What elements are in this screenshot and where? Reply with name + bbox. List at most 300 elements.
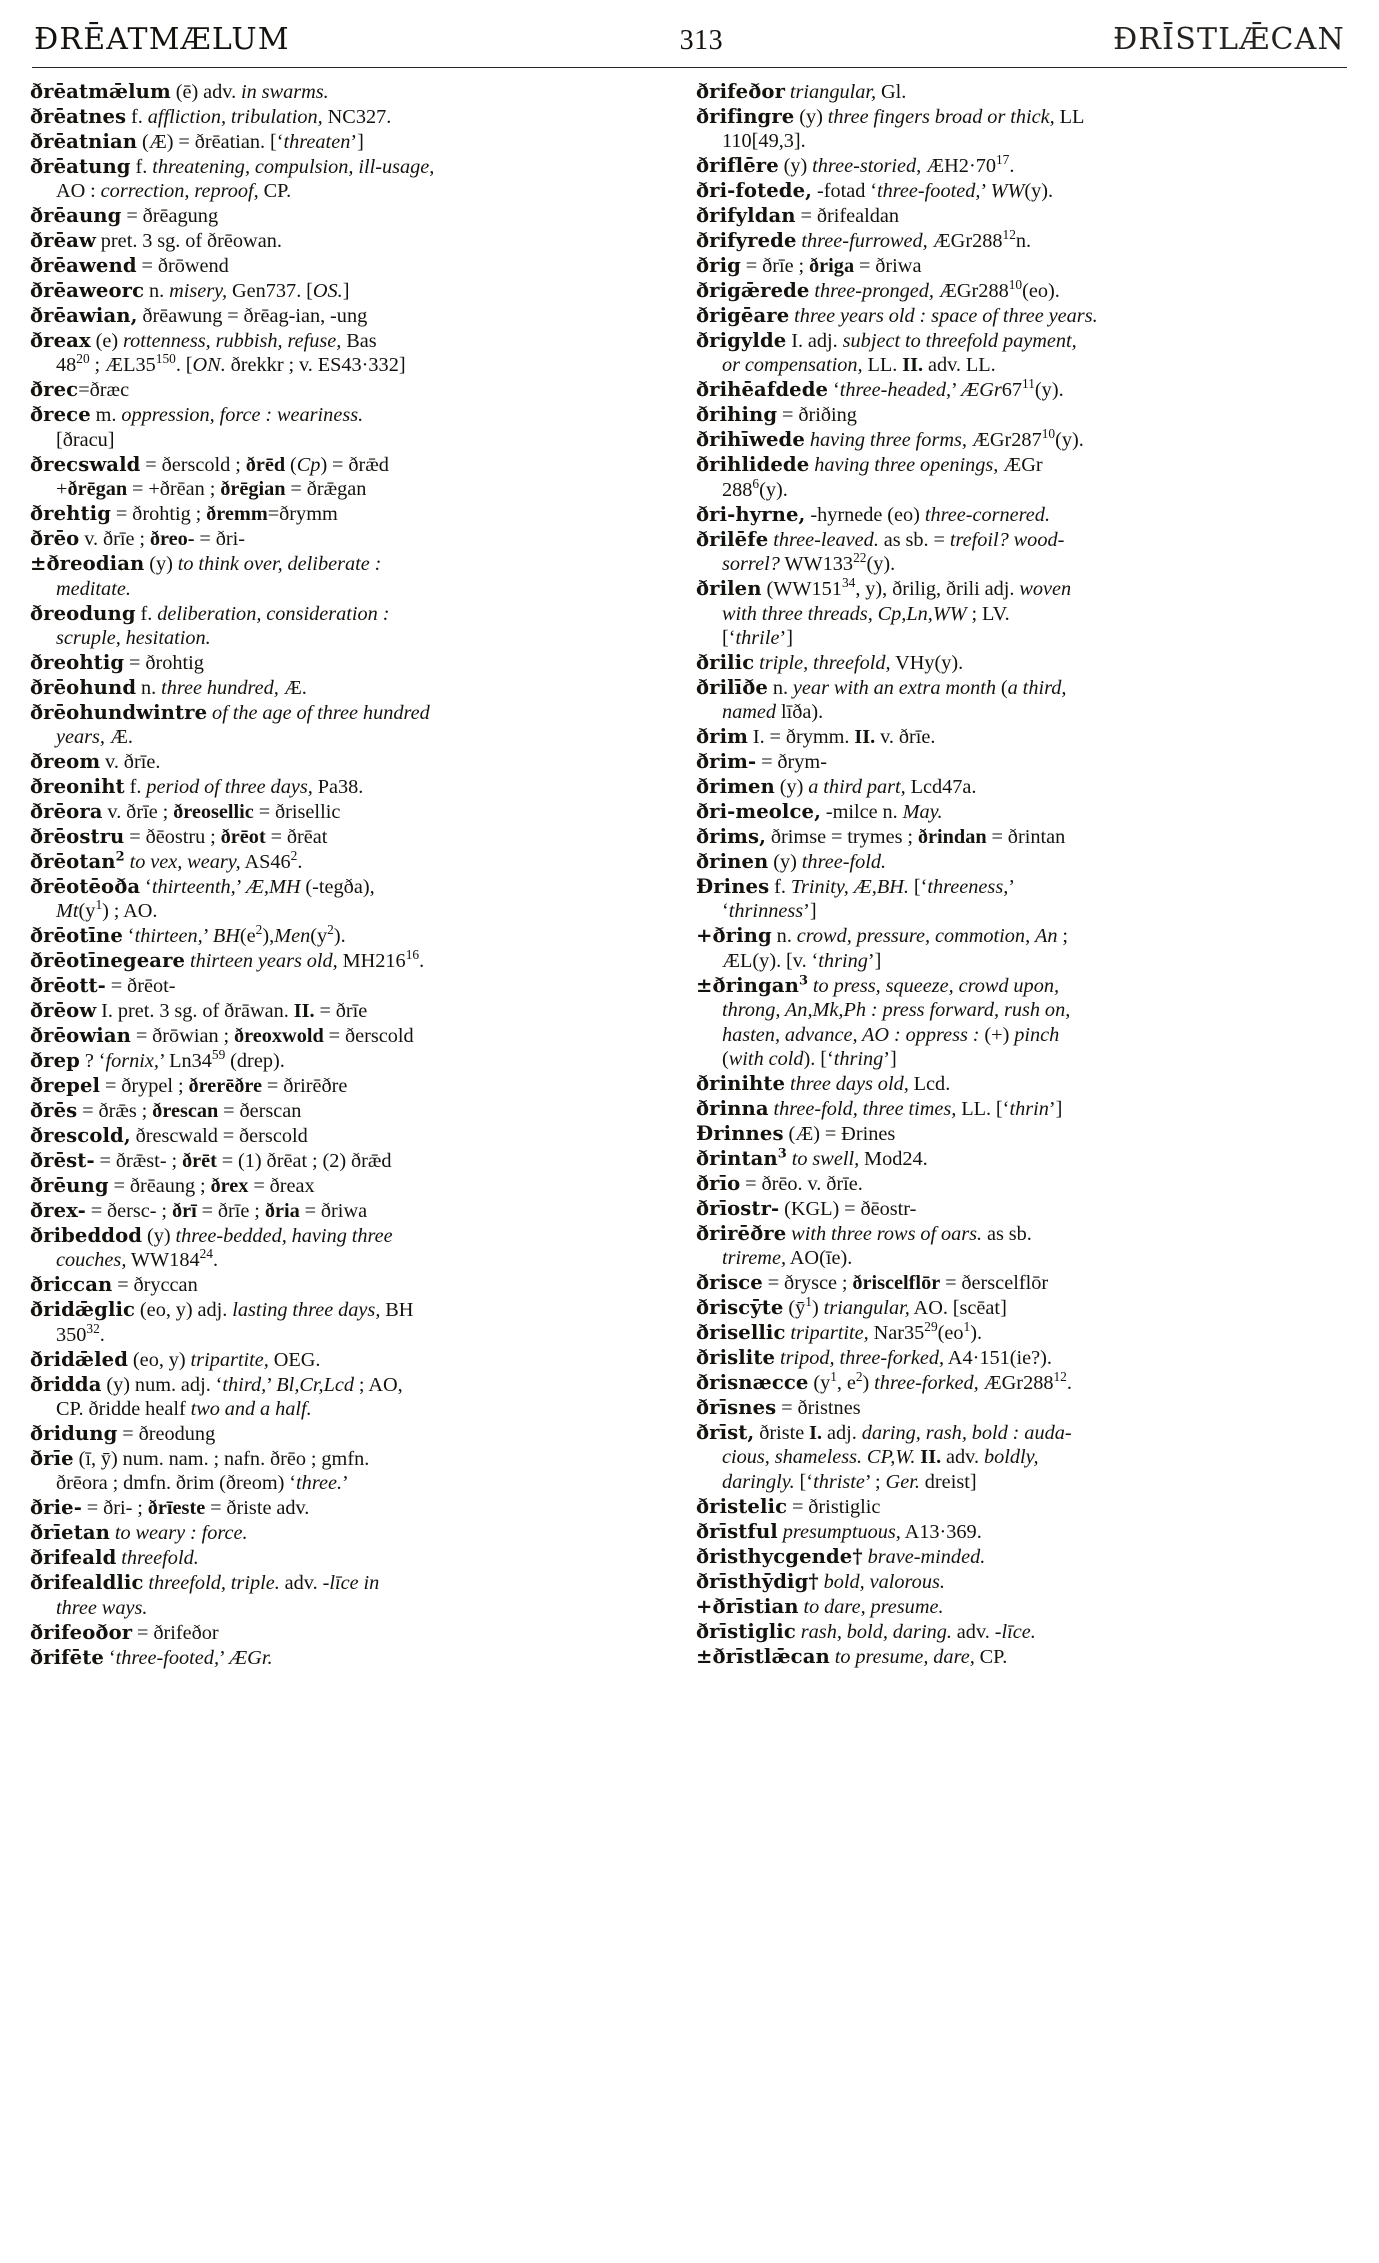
dictionary-entry	[30, 204, 670, 228]
entry-headword: ðriccan	[30, 1273, 113, 1297]
entry-definition: to swell, Mod24.	[791, 1147, 928, 1170]
entry-definition: = ðrēaung ; ðrex = ðreax	[108, 1174, 315, 1197]
dictionary-entry	[696, 503, 1336, 527]
dictionary-entry	[696, 1222, 1336, 1271]
entry-headword: ðrigǣrede	[696, 279, 810, 303]
entry-headword: ðrīstful	[696, 1519, 778, 1543]
dictionary-entry	[30, 105, 670, 129]
dictionary-entry	[696, 1396, 1336, 1420]
entry-headword: ðristelic	[696, 1494, 788, 1518]
entry-headword: ðrepel	[30, 1074, 101, 1098]
entry-headword: ðrifeald	[30, 1546, 117, 1570]
entry-headword: ðreax	[30, 329, 91, 353]
dictionary-entry	[30, 453, 670, 502]
entry-headword: ðrep	[30, 1049, 80, 1073]
entry-definition: (eo, y) tripartite, OEG.	[128, 1348, 321, 1371]
dictionary-entry	[30, 1174, 670, 1198]
entry-headword: ðrēohundwintre	[30, 700, 208, 724]
dictionary-entry	[696, 403, 1336, 427]
entry-definition: = ðrifealdan	[795, 205, 900, 228]
page-number: 313	[679, 25, 724, 56]
dictionary-entry	[30, 676, 670, 700]
entry-definition: of the age of three hundred years, Æ.	[56, 701, 430, 749]
entry-definition: tripod, three-forked, A4·151(ie?).	[779, 1347, 1052, 1370]
entry-headword: ðrifyrede	[696, 229, 797, 253]
entry-headword: ðristhycgende†	[696, 1544, 863, 1568]
dictionary-entry	[30, 974, 670, 998]
dictionary-entry	[30, 800, 670, 824]
dictionary-entry	[696, 453, 1336, 502]
entry-headword: ðrie-	[30, 1496, 82, 1520]
dictionary-entry	[30, 1099, 670, 1123]
entry-headword: ðrisnæcce	[696, 1371, 809, 1395]
entry-headword: ðrēow	[30, 999, 97, 1023]
entry-headword: ðrinna	[696, 1097, 769, 1121]
entry-definition: n. misery, Gen737. [OS.]	[144, 280, 350, 303]
dictionary-entry	[696, 229, 1336, 253]
entry-headword: ðri-hyrne,	[696, 502, 806, 526]
entry-definition: ? ‘fornix,’ $Ln34^{59}$ (drep).	[79, 1047, 285, 1073]
dictionary-entry	[696, 1147, 1336, 1171]
entry-headword: ðrēotīne	[30, 924, 123, 948]
dictionary-entry	[696, 775, 1336, 799]
entry-headword: ðrēotēoða	[30, 875, 141, 898]
entry-headword: ðrēostru	[30, 825, 125, 849]
entry-headword: ðreohtig	[30, 650, 125, 674]
entry-headword: ðrēaung	[30, 204, 122, 228]
dictionary-entry	[696, 329, 1336, 378]
dictionary-entry	[696, 279, 1336, 303]
entry-definition: = ðrōwian ; ðreoxwold = ðerscold	[130, 1025, 414, 1048]
dictionary-entry	[696, 1545, 1336, 1569]
entry-headword: ðrim-	[696, 750, 757, 774]
entry-headword: ðrisce	[696, 1271, 763, 1295]
entry-definition: ðrimse = trymes ; ðrindan = ðrintan	[766, 826, 1066, 849]
entry-headword: ðrinihte	[696, 1072, 786, 1096]
dictionary-entry	[30, 1024, 670, 1048]
entry-definition: = ðrǣst- ; ðrēt = (1) ðrēat ; (2) ðrǣd	[94, 1149, 392, 1172]
entry-definition: to presume, dare, CP.	[834, 1645, 1008, 1668]
entry-definition: v. ðrīe ; ðreo- = ðri-	[79, 528, 246, 551]
entry-headword: ðrēott-	[30, 974, 106, 998]
dictionary-entry	[30, 378, 670, 402]
entry-definition: = ðristiglic	[787, 1495, 881, 1518]
entry-definition: = ðēostru ; ðrēot = ðrēat	[124, 826, 328, 849]
entry-definition: I. adj. subject to threefold payment, or compensation, LL. II. adv. LL.	[722, 330, 1077, 377]
entry-headword: ðrilen	[696, 577, 762, 601]
entry-headword: ðrifingre	[696, 104, 795, 128]
entry-headword: ðrig	[696, 254, 741, 278]
dictionary-entry	[30, 552, 670, 601]
dictionary-entry	[30, 1348, 670, 1372]
entry-headword: ðrēung	[30, 1173, 109, 1197]
entry-definition: having three openings, ÆGr $288^6(y)$.	[722, 454, 1043, 501]
entry-headword: ðrim	[696, 725, 748, 749]
entry-definition: = ðrīe ; ðriga = ðriwa	[740, 255, 922, 278]
dictionary-entry	[696, 1595, 1336, 1619]
dictionary-entry	[696, 1645, 1336, 1669]
entry-definition: = ðreodung	[117, 1422, 216, 1445]
entry-headword: +ðring	[696, 924, 772, 948]
entry-definition: ðrēawung = ðrēag-ian, -ung	[137, 305, 368, 328]
entry-definition: triple, threefold, VHy(y).	[759, 651, 964, 674]
entry-definition: -hyrnede (eo) three-cornered.	[805, 503, 1051, 526]
entry-definition: $(ȳ^1)$ triangular, AO. [scēat]	[783, 1294, 1007, 1320]
entry-definition: = ðri- ; ðrīeste = ðriste adv.	[81, 1497, 310, 1520]
entry-definition: I. = ðrymm. II. v. ðrīe.	[747, 726, 936, 749]
entry-headword: ðrīstiglic	[696, 1619, 796, 1643]
dictionary-entry	[30, 329, 670, 378]
dictionary-entry	[696, 924, 1336, 973]
entry-headword: ðridda	[30, 1372, 102, 1396]
entry-definition: n. crowd, pressure, commotion, An ; ÆL(y). [v. ‘thring’]	[722, 925, 1069, 972]
entry-definition: (e) rottenness, rubbish, refuse, Bas $48^{20}$ ; $ÆL35^{150}$. [ON. ðrekkr ; v. ES43·332]	[56, 330, 406, 377]
entry-definition: I. pret. 3 sg. of ðrāwan. II. = ðrīe	[96, 1000, 368, 1023]
entry-headword: ðri-fotede,	[696, 179, 813, 203]
entry-headword: ðrēohund	[30, 675, 137, 699]
entry-headword: ðrēotīnegeare	[30, 949, 186, 973]
entry-definition: = ðrēagung	[121, 205, 219, 228]
dictionary-entry	[696, 1321, 1336, 1345]
dictionary-entry	[30, 527, 670, 551]
entry-headword: ðrifeðor	[696, 80, 785, 103]
entry-definition: three-furrowed, $ÆGr288^{12}n$.	[801, 227, 1032, 253]
dictionary-entry	[30, 1049, 670, 1073]
entry-headword: ðrifeoðor	[30, 1620, 133, 1644]
dictionary-entry	[30, 750, 670, 774]
entry-headword: Ðrinnes	[696, 1122, 784, 1146]
dictionary-entry	[696, 1072, 1336, 1096]
entry-definition: (y) a third part, Lcd47a.	[774, 776, 977, 799]
entry-headword: ðrēatnian	[30, 129, 138, 153]
dictionary-entry	[30, 1074, 670, 1098]
dictionary-entry	[696, 1570, 1336, 1594]
entry-definition: (y) three-bedded, having three couches, $WW184^{24}$.	[56, 1224, 393, 1272]
dictionary-entry	[30, 651, 670, 675]
entry-definition: ‘thirteen,’ $BH(e^2),Men(y^2)$.	[122, 922, 346, 948]
entry-definition: (ī, ȳ) num. nam. ; nafn. ðrēo ; gmfn. ðrēora ; dmfn. ðrim (ðreom) ‘three.’	[56, 1447, 370, 1495]
entry-definition: = ðersc- ; ðrī = ðrīe ; ðria = ðriwa	[85, 1199, 368, 1222]
entry-definition: n. three hundred, Æ.	[136, 676, 307, 699]
entry-definition: = ðrifeðor	[132, 1621, 219, 1644]
entry-definition: = ðristnes	[776, 1397, 861, 1420]
dictionary-entry	[30, 1422, 670, 1446]
entry-definition: three years old : space of three years.	[794, 305, 1098, 328]
dictionary-entry	[696, 428, 1336, 452]
entry-headword: ðrēotan$^2$	[30, 849, 125, 874]
dictionary-entry	[696, 676, 1336, 725]
entry-headword: ðrīetan	[30, 1521, 110, 1545]
entry-headword: ðrims,	[696, 825, 767, 849]
entry-headword: ðrēora	[30, 800, 103, 824]
dictionary-entry	[696, 725, 1336, 749]
entry-headword: ðrīsnes	[696, 1396, 777, 1420]
body-columns	[30, 80, 1349, 1671]
dictionary-entry	[30, 1571, 670, 1620]
entry-headword: ðrecswald	[30, 452, 141, 476]
dictionary-entry	[30, 254, 670, 278]
entry-definition: v. ðrīe ; ðreosellic = ðrisellic	[102, 801, 341, 824]
entry-definition: threefold, triple. adv. -līce in three ways.	[56, 1572, 380, 1619]
dictionary-entry	[30, 1124, 670, 1148]
entry-headword: Ðrines	[696, 875, 770, 898]
entry-definition: with three rows of oars. as sb. trireme, AO(īe).	[722, 1222, 1032, 1270]
entry-headword: ðrislite	[696, 1346, 776, 1370]
entry-headword: ðrehtig	[30, 502, 111, 526]
dictionary-entry	[30, 1496, 670, 1520]
dictionary-entry	[30, 1224, 670, 1273]
entry-headword: ðrīostr-	[696, 1196, 780, 1220]
entry-headword: ðridǣglic	[30, 1298, 136, 1322]
entry-headword: ðrīst,	[696, 1420, 755, 1444]
entry-headword: ðri-meolce,	[696, 800, 821, 824]
dictionary-entry	[696, 1097, 1336, 1121]
running-head-right: ÐRĪSTLǢCAN	[1112, 22, 1345, 57]
dictionary-entry	[696, 1122, 1336, 1146]
dictionary-entry	[696, 1495, 1336, 1519]
entry-definition: ($y^1$, $e^2$) three-forked, $ÆGr288^{12}$.	[808, 1369, 1072, 1395]
dictionary-entry	[30, 775, 670, 799]
entry-headword: ðrintan$^3$	[696, 1146, 787, 1170]
entry-definition: to weary : force.	[114, 1522, 248, 1545]
dictionary-entry	[30, 1199, 670, 1223]
entry-definition: (y) to think over, deliberate : meditate.	[56, 553, 382, 600]
entry-headword: ðrinen	[696, 850, 769, 874]
entry-headword: ðrēawian,	[30, 304, 138, 328]
dictionary-entry	[30, 1273, 670, 1297]
dictionary-entry	[30, 80, 670, 104]
entry-headword: ðrēatmǣlum	[30, 80, 171, 103]
entry-headword: ðriscȳte	[696, 1296, 784, 1320]
dictionary-entry	[696, 1346, 1336, 1370]
dictionary-entry	[30, 1373, 670, 1422]
entry-definition: having three forms, $ÆGr287^{10}(y)$.	[809, 426, 1084, 452]
entry-definition: = ðrōwend	[136, 255, 229, 278]
dictionary-entry	[696, 1520, 1336, 1544]
dictionary-entry	[30, 1621, 670, 1645]
entry-headword: ðrec	[30, 378, 79, 402]
entry-definition: f. threatening, compulsion, ill-usage, AO : correction, reproof, CP.	[56, 155, 435, 203]
entry-headword: ðrīe	[30, 1446, 74, 1470]
entry-definition: three-fold, three times, LL. [‘thrin’]	[773, 1098, 1063, 1121]
dictionary-entry	[696, 304, 1336, 328]
dictionary-entry	[30, 701, 670, 750]
running-head	[34, 22, 1345, 57]
entry-headword: ðrēaweorc	[30, 279, 145, 303]
dictionary-entry	[696, 1371, 1336, 1395]
entry-definition: ‘three-footed,’ ÆGr.	[103, 1646, 273, 1669]
entry-definition: (eo, y) adj. lasting three days, BH $350^{32}$.	[56, 1299, 414, 1346]
entry-definition: triangular, Gl.	[789, 81, 907, 103]
entry-headword: ðrece	[30, 403, 91, 427]
dictionary-entry	[696, 1296, 1336, 1320]
dictionary-entry	[696, 80, 1336, 104]
dictionary-entry	[696, 378, 1336, 402]
dictionary-entry	[30, 304, 670, 328]
entry-headword: ðrēatung	[30, 154, 131, 178]
entry-headword: ðrēs	[30, 1099, 78, 1123]
entry-definition: f. affliction, tribulation, NC327.	[126, 105, 392, 128]
dictionary-entry	[30, 502, 670, 526]
dictionary-entry	[696, 154, 1336, 178]
entry-definition: -fotad ‘three-footed,’ WW(y).	[812, 180, 1054, 203]
entry-definition: to dare, presume.	[803, 1595, 944, 1618]
entry-headword: ðrilēfe	[696, 527, 769, 551]
dictionary-entry	[30, 1447, 670, 1496]
entry-definition: (KGL) = ðēostr-	[779, 1197, 917, 1220]
entry-definition: threefold.	[121, 1547, 199, 1570]
dictionary-entry	[696, 204, 1336, 228]
entry-headword: ðridǣled	[30, 1347, 129, 1371]
dictionary-entry	[30, 949, 670, 973]
entry-headword: ðrifēte	[30, 1645, 104, 1669]
entry-definition: = ðerscold ; ðrēd (Cp) = ðrǣd +ðrēgan = +ðrēan ; ðrēgian = ðrǣgan	[56, 453, 389, 501]
dictionary-entry	[696, 1620, 1336, 1644]
entry-definition: three-leaved. as sb. = trefoil? wood- sorrel? $WW133^{22}(y)$.	[722, 528, 1065, 576]
entry-headword: ðrisellic	[696, 1321, 786, 1345]
entry-headword: ðrēst-	[30, 1148, 95, 1172]
dictionary-entry	[30, 1298, 670, 1347]
entry-headword: ðrihēafdede	[696, 378, 829, 402]
entry-definition: f. period of three days, Pa38.	[124, 776, 364, 799]
entry-headword: ðriflēre	[696, 154, 779, 178]
dictionary-entry	[30, 1521, 670, 1545]
dictionary-entry	[30, 850, 670, 874]
entry-definition: pret. 3 sg. of ðrēowan.	[95, 230, 282, 253]
entry-definition: = ðrēot-	[105, 975, 176, 998]
dictionary-entry	[696, 105, 1336, 154]
dictionary-entry	[30, 602, 670, 651]
entry-headword: ðrex-	[30, 1198, 86, 1222]
dictionary-entry	[30, 229, 670, 253]
entry-definition: ‘three-headed,’ $ÆGr67^{11}(y)$.	[828, 376, 1064, 402]
dictionary-entry	[696, 800, 1336, 824]
entry-headword: ðreodung	[30, 601, 136, 625]
dictionary-entry	[696, 825, 1336, 849]
entry-definition: = ðrohtig	[124, 651, 204, 674]
entry-definition: (ē) adv. in swarms.	[170, 81, 329, 103]
entry-definition: (Æ) = Ðrines	[783, 1123, 896, 1146]
entry-headword: ðrilic	[696, 650, 755, 674]
entry-definition: tripartite, $Nar35^{29}(eo^1)$.	[790, 1319, 983, 1345]
entry-definition: = ðrohtig ; ðremm=ðrymm	[111, 503, 338, 526]
entry-definition: thirteen years old, $MH216^{16}$.	[189, 947, 425, 973]
right-column	[696, 80, 1336, 1670]
entry-headword: ðrēatnes	[30, 104, 127, 128]
dictionary-entry	[696, 875, 1336, 924]
entry-definition: f. deliberation, consideration : scruple, hesitation.	[56, 602, 390, 649]
entry-definition: -milce n. May.	[821, 801, 943, 824]
entry-definition: =ðræc	[78, 379, 130, 402]
dictionary-entry	[30, 825, 670, 849]
entry-headword: ðridung	[30, 1421, 118, 1445]
entry-headword: ðrihing	[696, 403, 778, 427]
entry-definition: to press, squeeze, crowd upon, throng, An,Mk,Ph : press forward, rush on, hasten, advance, AO : oppress : (+) pinch (with cold). [‘thring’]	[722, 974, 1071, 1071]
dictionary-entry	[696, 254, 1336, 278]
entry-definition: three-pronged, $ÆGr288^{10}(eo)$.	[814, 277, 1060, 303]
entry-headword: ðrilīðe	[696, 675, 768, 699]
entry-definition: (y) num. adj. ‘third,’ Bl,Cr,Lcd ; AO, CP. ðridde healf two and a half.	[56, 1373, 403, 1421]
left-column	[30, 80, 670, 1671]
entry-headword: ðreoniht	[30, 775, 125, 799]
entry-headword: ðrimen	[696, 775, 775, 799]
entry-definition: f. Trinity, Æ,BH. [‘threeness,’ ‘thrinness’]	[722, 876, 1016, 923]
dictionary-entry	[30, 875, 670, 924]
entry-definition: = ðrysce ; ðriscelflōr = ðerscelflōr	[762, 1272, 1049, 1295]
dictionary-entry	[30, 1149, 670, 1173]
dictionary-entry	[696, 1421, 1336, 1494]
entry-definition: (y) three-fold.	[768, 851, 887, 874]
entry-definition: presumptuous, A13·369.	[782, 1520, 982, 1543]
dictionary-entry	[696, 750, 1336, 774]
entry-definition: (y) three fingers broad or thick, LL 110[49,3].	[722, 105, 1085, 153]
dictionary-entry	[696, 850, 1336, 874]
dictionary-entry	[696, 1172, 1336, 1196]
entry-headword: ðrīsthȳdig†	[696, 1569, 819, 1593]
entry-headword: ±ðreodian	[30, 552, 145, 576]
entry-headword: ðrigylde	[696, 329, 787, 353]
dictionary-entry	[30, 999, 670, 1023]
dictionary-entry	[696, 1197, 1336, 1221]
dictionary-entry	[30, 279, 670, 303]
entry-definition: = ðrypel ; ðrerēðre = ðrirēðre	[100, 1075, 348, 1098]
dictionary-entry	[696, 577, 1336, 650]
dictionary-entry	[696, 528, 1336, 577]
entry-definition: brave-minded.	[867, 1545, 986, 1568]
entry-headword: ðrīo	[696, 1171, 741, 1195]
dictionary-entry	[30, 1646, 670, 1670]
entry-headword: +ðrīstian	[696, 1594, 799, 1618]
entry-headword: ðrihlidede	[696, 453, 810, 477]
entry-definition: rash, bold, daring. adv. -līce.	[800, 1620, 1036, 1643]
entry-definition: v. ðrīe.	[100, 751, 161, 774]
entry-definition: ðrescwald = ðerscold	[130, 1125, 308, 1148]
dictionary-entry	[30, 155, 670, 204]
entry-headword: ðrigēare	[696, 304, 790, 328]
entry-headword: ðrēaw	[30, 229, 96, 253]
entry-definition: to vex, weary, $AS46^2$.	[129, 848, 303, 874]
running-head-left: ÐRĒATMÆLUM	[34, 22, 290, 57]
entry-definition: = ðrym-	[756, 751, 827, 774]
entry-headword: ðrirēðre	[696, 1221, 787, 1245]
entry-definition: three days old, Lcd.	[789, 1073, 951, 1096]
header-rule	[32, 67, 1347, 68]
entry-definition: n. year with an extra month (a third, named līða).	[722, 676, 1067, 724]
entry-headword: ðrihīwede	[696, 428, 805, 452]
entry-definition: ‘thirteenth,’ Æ,MH (-tegða), $Mt(y^1)$ ; AO.	[56, 876, 375, 923]
dictionary-entry	[696, 179, 1336, 203]
entry-headword: ðrēo	[30, 527, 80, 551]
entry-definition: ($WW151^{34}$, y), ðrilig, ðrili adj. woven with three threads, Cp,Ln,WW ; LV. [‘thrile’]	[722, 575, 1072, 649]
entry-headword: ðrifealdlic	[30, 1571, 144, 1595]
entry-headword: ±ðrīstlǣcan	[696, 1644, 830, 1668]
dictionary-entry	[30, 1546, 670, 1570]
dictionary-entry	[30, 130, 670, 154]
entry-definition: (y) three-storied, $ÆH2\cdot 70^{17}$.	[778, 152, 1015, 178]
dictionary-entry	[696, 651, 1336, 675]
entry-headword: ðribeddod	[30, 1223, 143, 1247]
entry-definition: ðriste I. adj. daring, rash, bold : auda- cious, shameless. CP,W. II. adv. boldly, daringly. [‘thriste’ ; Ger. dreist]	[722, 1421, 1072, 1493]
entry-headword: ðrēowian	[30, 1024, 131, 1048]
entry-headword: ±ðringan$^3$	[696, 973, 809, 997]
entry-definition: m. oppression, force : weariness. [ðracu]	[56, 404, 364, 451]
entry-headword: ðrescold,	[30, 1124, 131, 1148]
entry-definition: bold, valorous.	[823, 1570, 945, 1593]
entry-headword: ðrēawend	[30, 254, 137, 278]
entry-definition: (Æ) = ðrēatian. [‘threaten’]	[137, 130, 364, 153]
dictionary-entry	[696, 1271, 1336, 1295]
dictionary-entry	[696, 974, 1336, 1072]
